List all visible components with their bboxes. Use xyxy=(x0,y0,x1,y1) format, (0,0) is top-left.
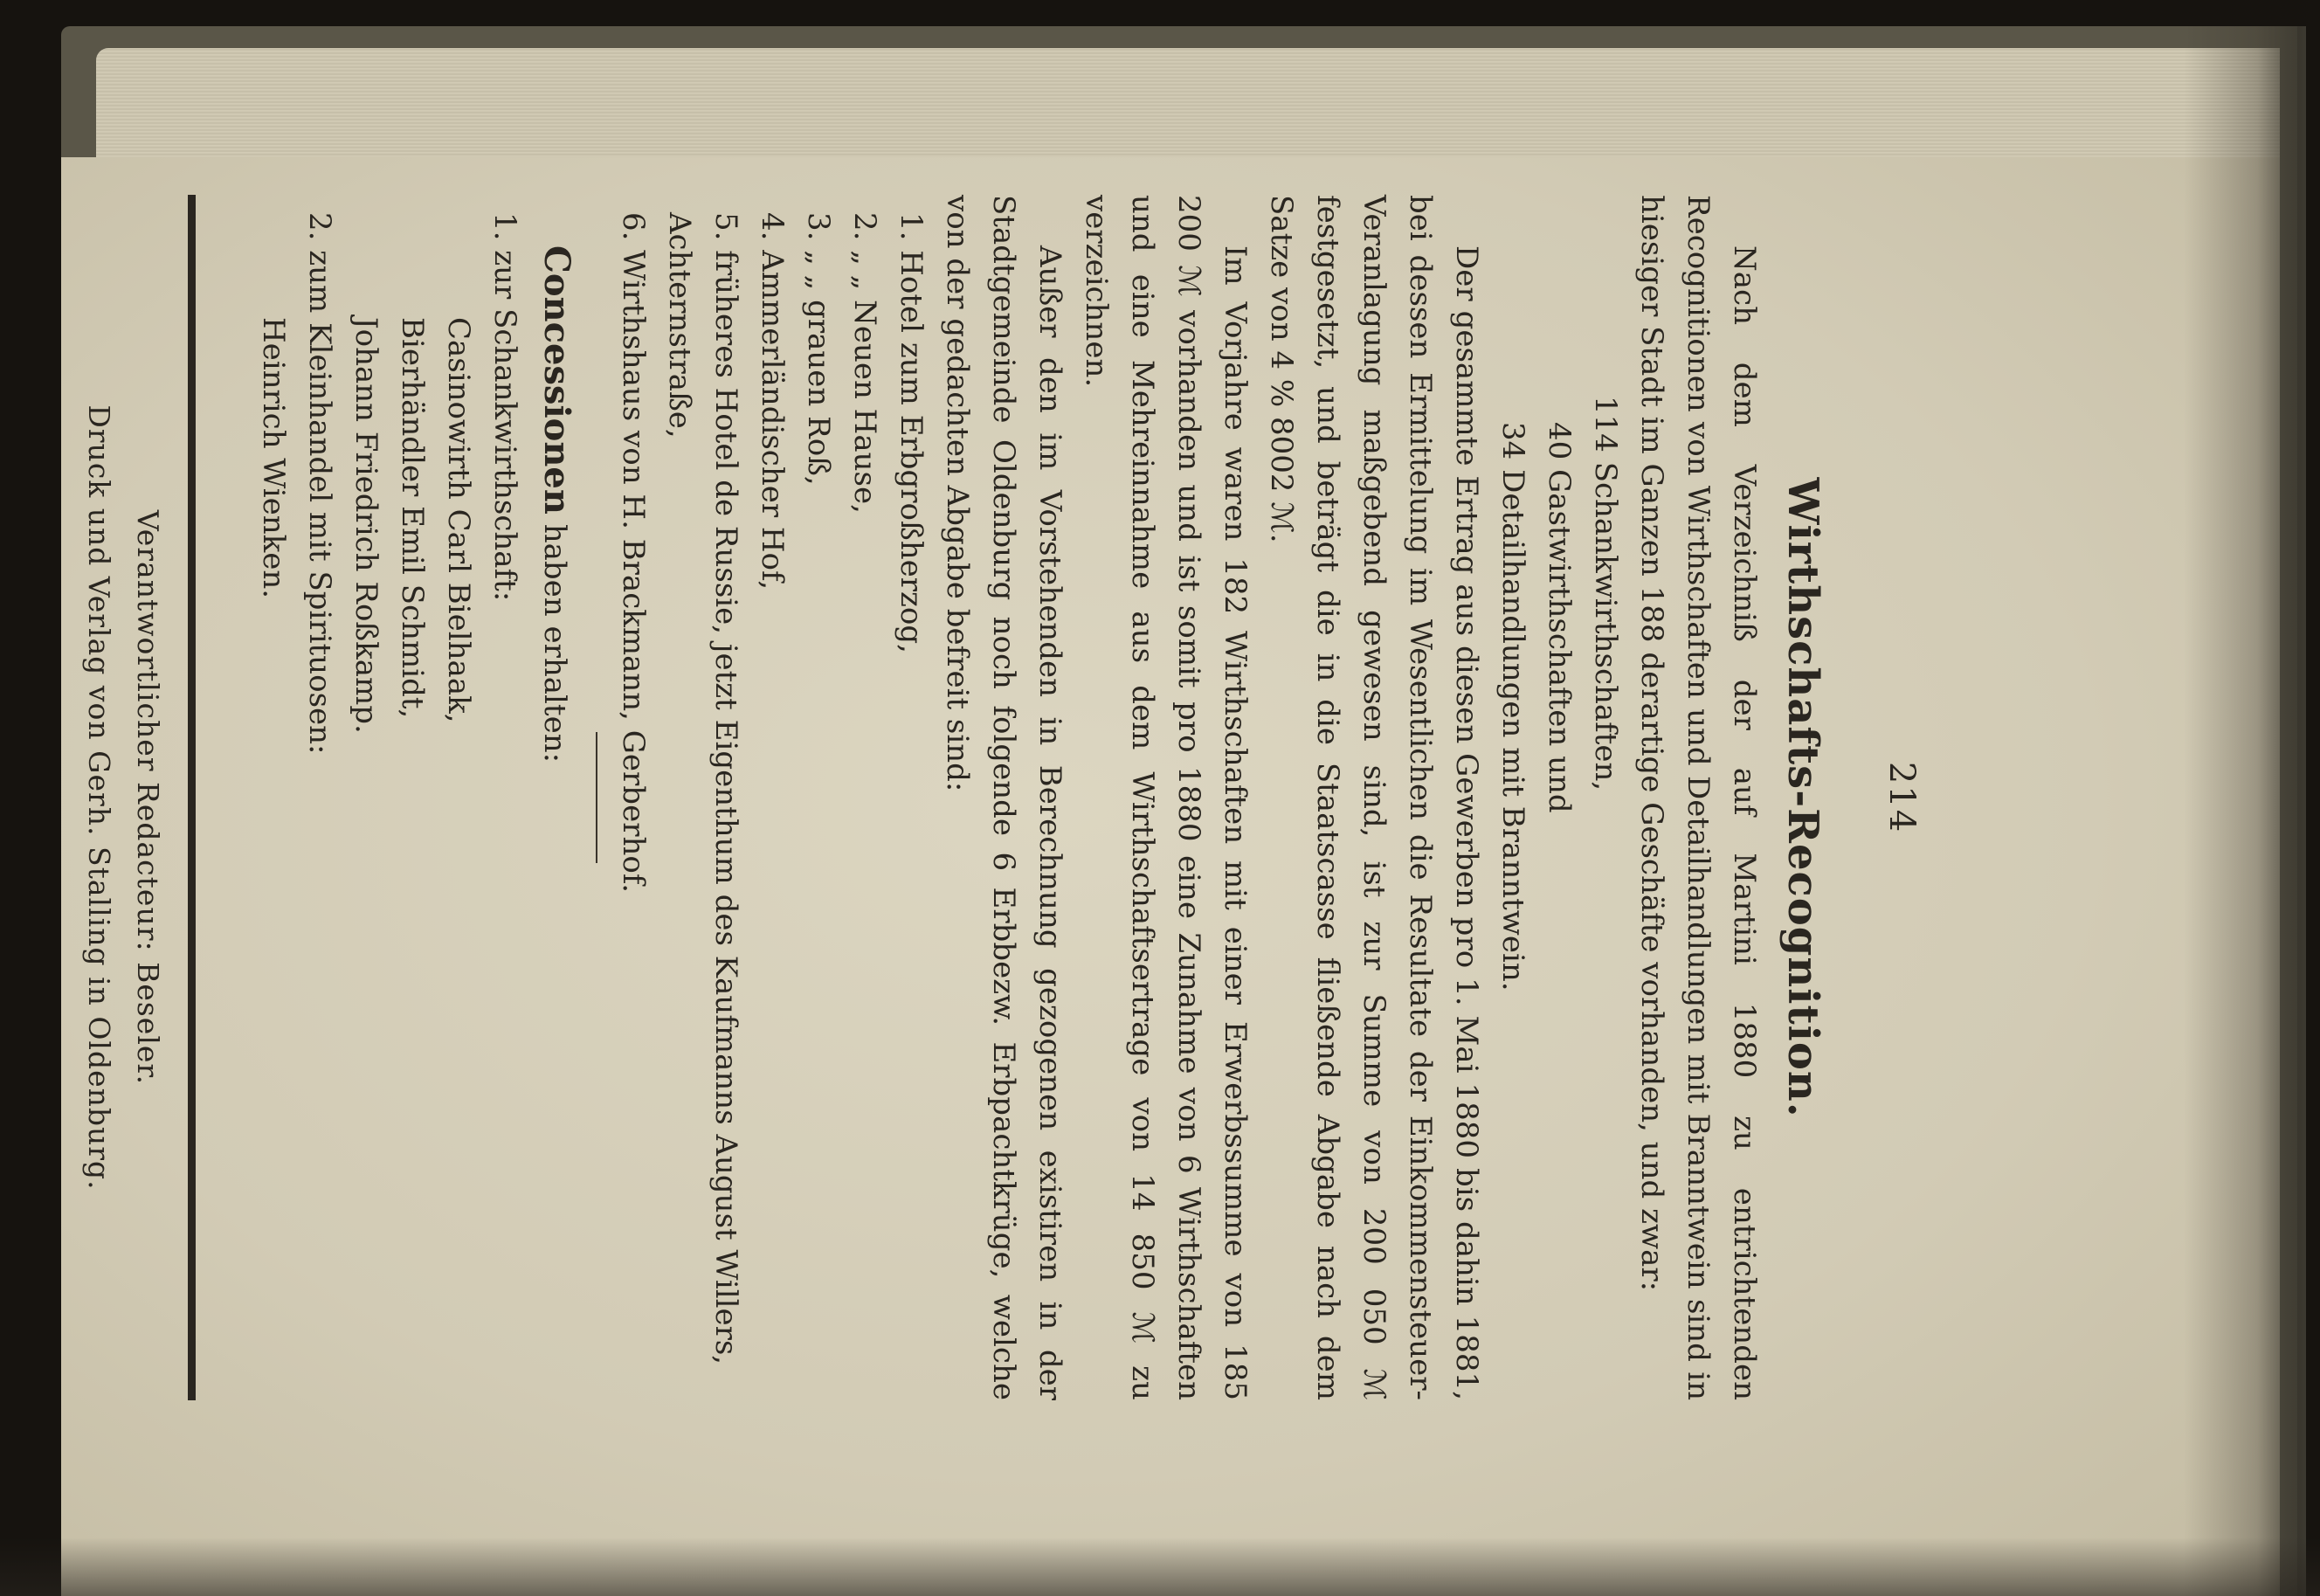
inn-list-item: 2. „ „ Neuen Hause, xyxy=(847,212,882,514)
concession-category: 1. zur Schankwirthschaft: xyxy=(487,212,522,602)
concession-holder: Heinrich Wienken. xyxy=(256,317,291,599)
spine-shadow xyxy=(0,1537,2320,1596)
inn-list-item: 5. früheres Hotel de Russie, jetzt Eigenthum des Kaufmanns August Willers, Achternstraße, xyxy=(662,212,743,1365)
inn-list-item: 1. Hotel zum Erbgroßherzog, xyxy=(894,212,929,653)
page-number: 214 xyxy=(1882,761,1922,834)
concession-holder: Johann Friedrich Roßkamp. xyxy=(349,317,383,734)
section-divider xyxy=(596,732,597,863)
concession-category: 2. zum Kleinhandel mit Spirituosen: xyxy=(302,212,337,755)
section-heading: Wirthschafts-Recognition. xyxy=(1778,477,1827,1118)
count-line: 40 Gastwirthschaften und xyxy=(1542,422,1577,813)
concession-holder: Casinowirth Carl Bielhaak, xyxy=(441,317,476,723)
concessions-subtitle: haben erhalten: xyxy=(537,523,572,763)
inn-list-item: 6. Wirthshaus von H. Brackmann, Gerberhof. xyxy=(616,212,651,893)
page-text-column xyxy=(82,116,1959,1479)
footer-editor: Verantwortlicher Redacteur: Beseler. xyxy=(131,509,165,1086)
footer-publisher: Druck und Verlag von Gerh. Stalling in Oldenburg. xyxy=(82,404,116,1191)
concession-holder: Bierhändler Emil Schmidt, xyxy=(395,317,430,719)
paragraph-2: Der gesammte Ertrag aus diesen Gewerben pro 1. Mai 1880 bis dahin 1881, bei dessen Ermittelung im Wesentlichen die Resultate der Einkommensteuer-Veranlagung maßgebend gewesen sind, ist zur Summe von 200 050 ℳ festgesetzt, und beträgt die in die Staatscasse fließende Abgabe nach dem Satze von 4 % 8002 ℳ. xyxy=(1264,195,1484,1400)
paragraph-1: Nach dem Verzeichniß der auf Martini 1880 zu entrichtenden Recognitionen von Wirthschaften und Detailhandlungen mit Branntwein sind in hiesiger Stadt im Ganzen 188 derartige Geschäfte vorhanden, und zwar: xyxy=(1634,195,1762,1400)
page-edge-shadow xyxy=(2184,26,2306,1596)
footer-rule xyxy=(188,195,196,1400)
inn-list-item: 3. „ „ grauen Roß, xyxy=(801,212,836,486)
inn-list-item: 4. Ammerländischer Hof, xyxy=(755,212,790,591)
concessions-title: Concessionen xyxy=(536,245,577,515)
paragraph-3: Im Vorjahre waren 182 Wirthschaften mit einer Erwerbssumme von 185 200 ℳ vorhanden und ist somit pro 1880 eine Zunahme von 6 Wirthschaften und eine Mehreinnahme aus dem Wirthschaftsertrage von 14 850 ℳ zu verzeichnen. xyxy=(1079,195,1253,1400)
count-line: 34 Detailhandlungen mit Branntwein. xyxy=(1495,422,1530,991)
paragraph-4: Außer den im Vorstehenden in Berechnung gezogenen existiren in der Stadtgemeinde Oldenburg noch folgende 6 Erbbezw. Erbpachtkrüge, welche von der gedachten Abgabe befreit sind: xyxy=(940,195,1067,1400)
count-line: 114 Schankwirthschaften, xyxy=(1588,396,1623,791)
concessions-heading xyxy=(531,195,580,1400)
